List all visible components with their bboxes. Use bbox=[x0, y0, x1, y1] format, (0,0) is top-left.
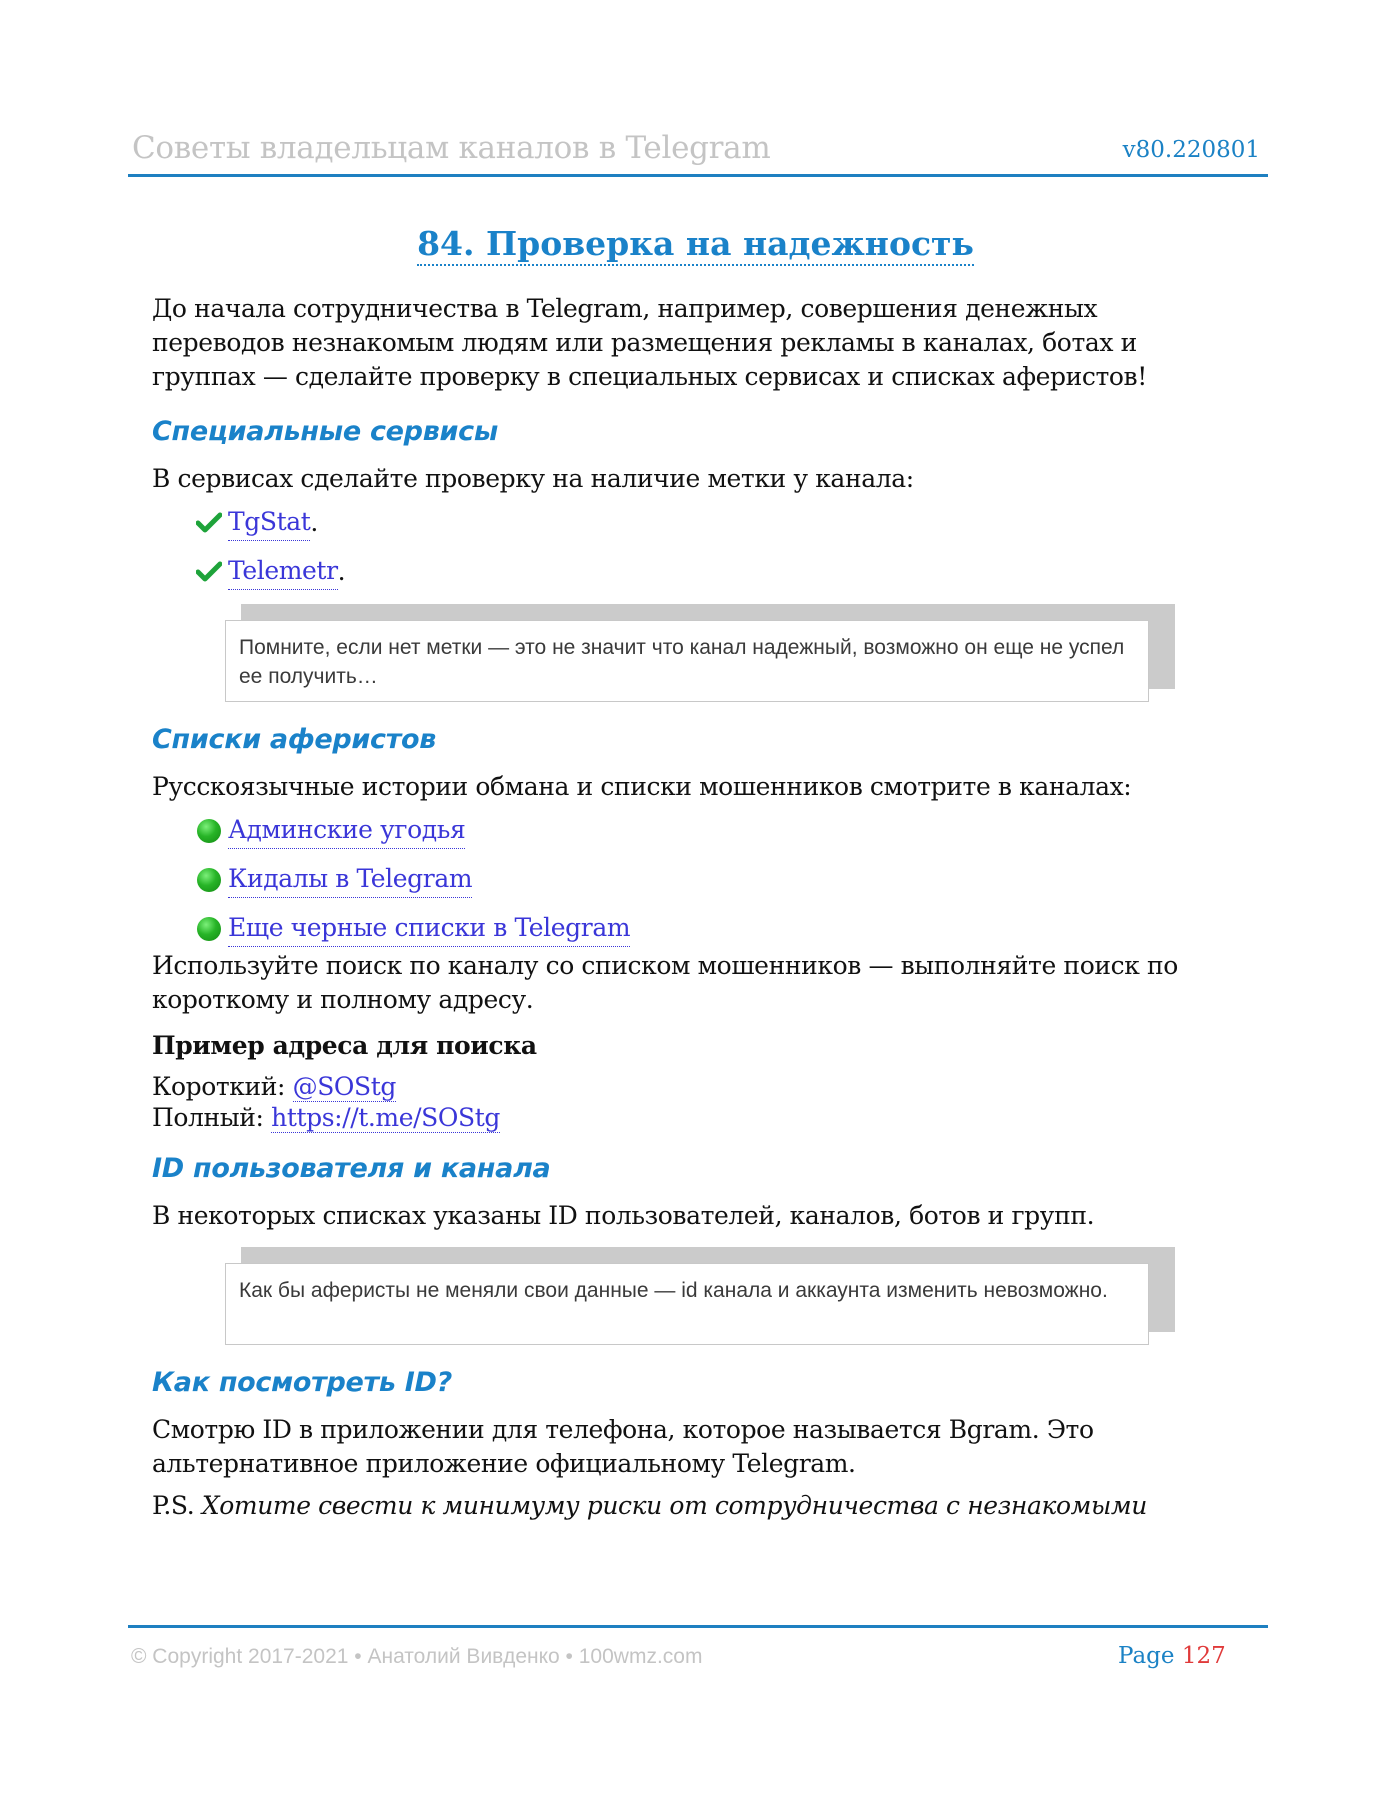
link-telemetr[interactable]: Telemetr bbox=[228, 553, 338, 590]
list-item bbox=[196, 910, 1232, 947]
short-address-line bbox=[152, 1071, 1232, 1102]
green-bullet-icon bbox=[196, 818, 222, 844]
link-tgstat[interactable]: TgStat bbox=[228, 504, 310, 541]
page-number bbox=[1118, 1643, 1226, 1669]
page-content bbox=[152, 292, 1232, 1523]
running-header bbox=[128, 126, 1268, 176]
list-item bbox=[196, 553, 1232, 590]
section-heading-ids: ID пользователя и канала bbox=[152, 1153, 551, 1184]
green-bullet-icon bbox=[196, 916, 222, 942]
list-item bbox=[196, 504, 1232, 541]
list-item bbox=[196, 812, 1232, 849]
ids-text: В некоторых списках указаны ID пользователей, каналов, ботов и групп. bbox=[152, 1201, 1095, 1230]
ps-paragraph bbox=[152, 1489, 1232, 1523]
short-address-label: Короткий: bbox=[152, 1072, 293, 1101]
link-kidaly[interactable]: Кидалы в Telegram bbox=[228, 861, 472, 898]
full-address-label: Полный: bbox=[152, 1103, 272, 1132]
punctuation: . bbox=[337, 556, 346, 586]
how-text: Смотрю ID в приложении для телефона, которое называется Bgram. Это альтернативное приложение официальному Telegram. bbox=[152, 1415, 1094, 1478]
footer-divider bbox=[128, 1625, 1268, 1628]
page-label: Page bbox=[1118, 1643, 1182, 1669]
page-title-text[interactable]: 84. Проверка на надежность bbox=[417, 224, 974, 266]
example-heading: Пример адреса для поиска bbox=[152, 1031, 537, 1060]
scammers-text: Русскоязычные истории обмана и списки мошенников смотрите в каналах: bbox=[152, 772, 1132, 801]
list-item bbox=[196, 861, 1232, 898]
book-title: Советы владельцам каналов в Telegram bbox=[132, 130, 771, 166]
header-divider bbox=[128, 174, 1268, 177]
ps-label: P.S. bbox=[152, 1491, 202, 1520]
checkmark-icon bbox=[196, 559, 222, 585]
page-number-value: 127 bbox=[1181, 1643, 1226, 1669]
page-title bbox=[0, 224, 1391, 263]
services-text: В сервисах сделайте проверку на наличие метки у канала: bbox=[152, 464, 914, 493]
services-list bbox=[196, 504, 1232, 590]
link-black-lists[interactable]: Еще черные списки в Telegram bbox=[228, 910, 630, 947]
note-box bbox=[225, 1247, 1160, 1337]
full-address-line bbox=[152, 1102, 1232, 1133]
copyright: © Copyright 2017-2021 • Анатолий Вивденко • 100wmz.com bbox=[131, 1645, 703, 1668]
intro-paragraph: До начала сотрудничества в Telegram, например, совершения денежных переводов незнакомым людям или размещения рекламы в каналах, ботах и группах — сделайте проверку в специальных сервисах и списках аферистов! bbox=[152, 294, 1147, 391]
scammer-channels-list bbox=[196, 812, 1232, 947]
section-heading-how: Как посмотреть ID? bbox=[152, 1367, 452, 1398]
section-heading-services: Специальные сервисы bbox=[152, 416, 498, 447]
search-advice: Используйте поиск по каналу со списком мошенников — выполняйте поиск по короткому и полному адресу. bbox=[152, 951, 1178, 1014]
link-admin-ugodya[interactable]: Админские угодья bbox=[228, 812, 465, 849]
note-box bbox=[225, 604, 1160, 694]
note-text: Помните, если нет метки — это не значит что канал надежный, возможно он еще не успел ее получить… bbox=[225, 620, 1149, 702]
book-version: v80.220801 bbox=[1122, 137, 1260, 163]
green-bullet-icon bbox=[196, 867, 222, 893]
checkmark-icon bbox=[196, 510, 222, 536]
full-address-link[interactable]: https://t.me/SOStg bbox=[271, 1103, 500, 1132]
section-heading-scammers: Списки аферистов bbox=[152, 724, 437, 755]
short-address-link[interactable]: @SOStg bbox=[292, 1072, 397, 1101]
punctuation: . bbox=[310, 507, 318, 537]
ps-text: Хотите свести к минимуму риски от сотрудничества с незнакомыми bbox=[201, 1491, 1147, 1520]
note-text: Как бы аферисты не меняли свои данные — id канала и аккаунта изменить невозможно. bbox=[225, 1263, 1149, 1345]
